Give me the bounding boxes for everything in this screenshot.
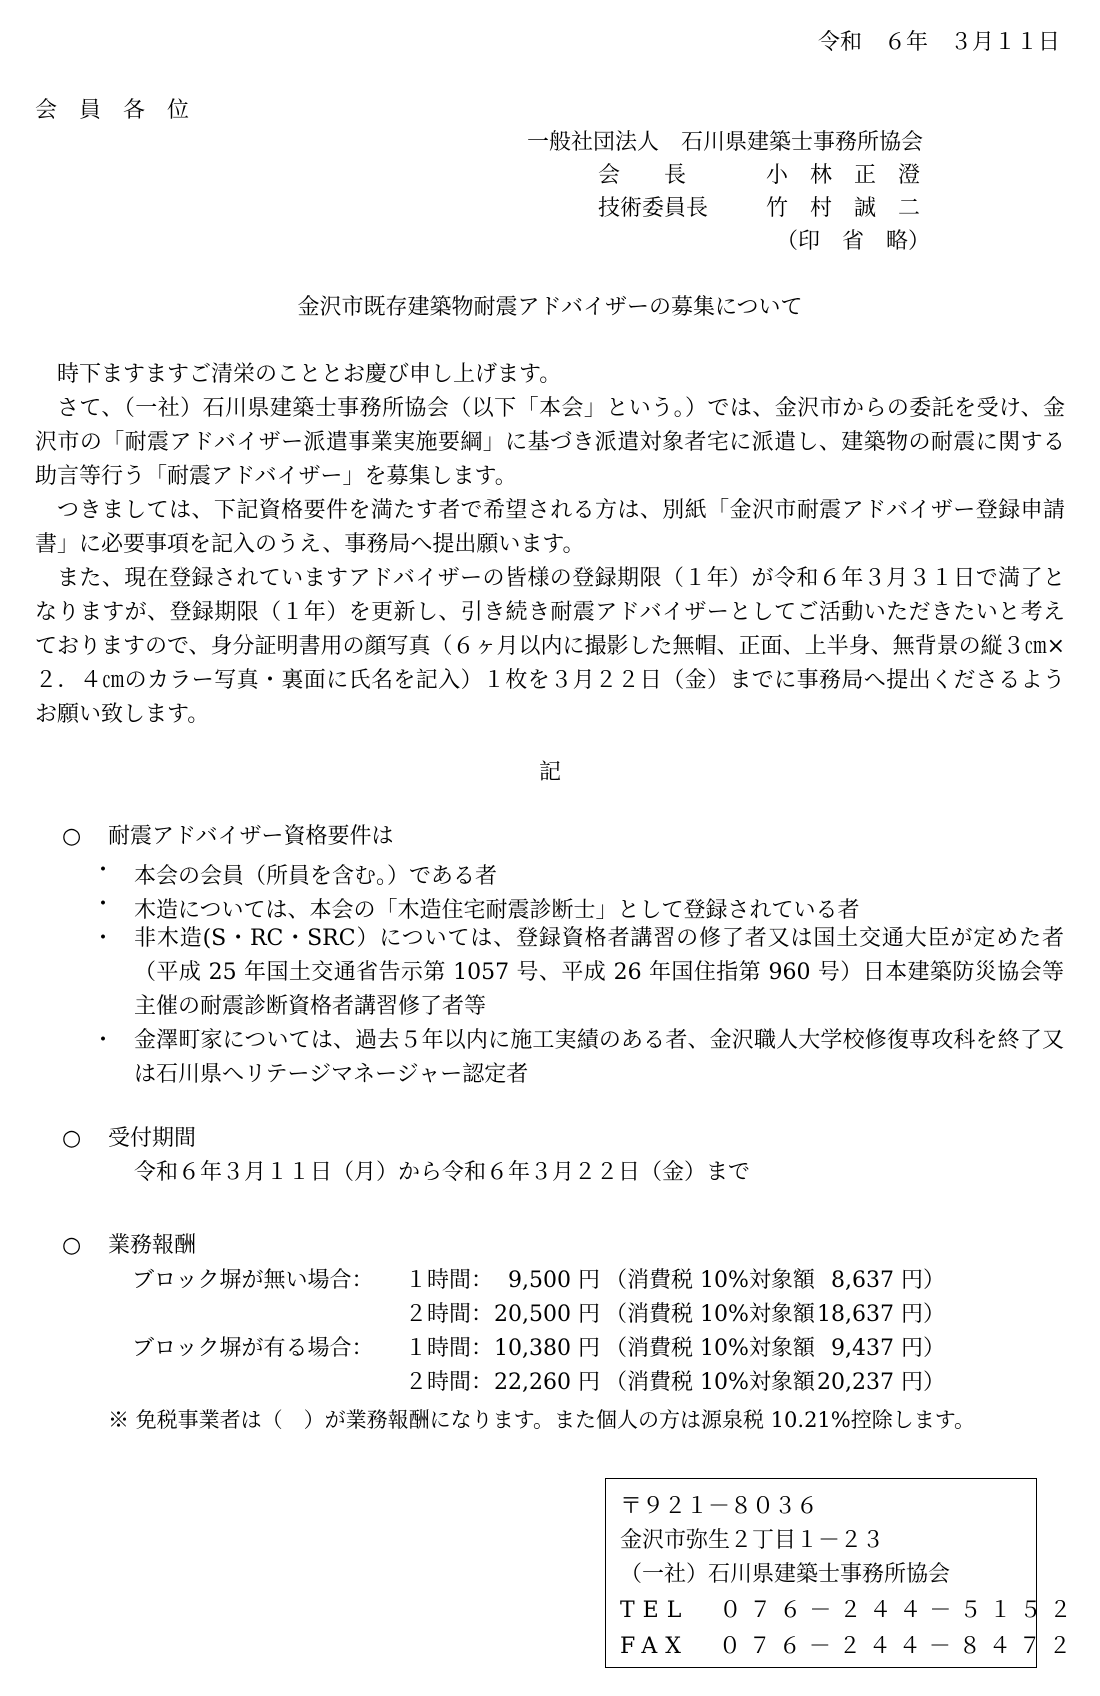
- fee-hours: １時間：: [405, 1336, 494, 1361]
- ki-heading: 記: [538, 760, 561, 785]
- fax-number: FAX ０７６－２４４－８４７２: [620, 1634, 1079, 1659]
- bullet-icon: ・: [92, 926, 115, 951]
- fee-tax-label: （消費税 10%対象額: [605, 1370, 815, 1395]
- fee-heading: 業務報酬: [108, 1233, 197, 1258]
- requirement-item: 金澤町家については、過去５年以内に施工実績のある者、金沢職人大学校修復専攻科を終了又は石川県へリテージマネージャー認定者: [134, 1028, 1064, 1087]
- fee-case: ブロック塀が無い場合：: [132, 1268, 374, 1293]
- telephone-number: TEL ０７６－２４４－５１５２: [620, 1598, 1080, 1623]
- bullet-icon: ・: [92, 1028, 115, 1053]
- renewal-paragraph: また、現在登録されていますアドバイザーの皆様の登録期限（１年）が令和６年３月３１日で満了となりますが、登録期限（１年）を更新し、引き続き耐震アドバイザーとしてご活動いただきたいと考えておりますので、身分証明書用の顔写真（６ヶ月以内に撮影した無帽、正面、上半身、無背景の縦３㎝×２．４㎝のカラー写真・裏面に氏名を記入）１枚を３月２２日（金）までに事務局へ提出くださるようお願い致します。: [35, 566, 1065, 727]
- street-address: 金沢市弥生２丁目１－２３: [620, 1528, 885, 1553]
- period-marker: ○: [62, 1126, 82, 1151]
- fee-case: ブロック塀が有る場合：: [132, 1336, 374, 1361]
- fee-amount: 10,380 円: [494, 1336, 600, 1361]
- requirement-item: 非木造(S・RC・SRC）については、登録資格者講習の修了者又は国土交通大臣が定めた者（平成 25 年国土交通省告示第 1057 号、平成 26 年国住指第 960 号）日本建築防災協会等主催の耐震診断資格者講習修了者等: [134, 926, 1064, 1019]
- contact-organization: （一社）石川県建築士事務所協会: [620, 1562, 951, 1587]
- fee-amount: 22,260 円: [494, 1370, 600, 1395]
- issuer-organization: 一般社団法人 石川県建築士事務所協会: [527, 130, 924, 155]
- fee-amount: 20,500 円: [494, 1302, 600, 1327]
- application-paragraph: つきましては、下記資格要件を満たす者で希望される方は、別紙「金沢市耐震アドバイザー登録申請書」に必要事項を記入のうえ、事務局へ提出願います。: [35, 498, 1065, 557]
- signer2-name: 竹 村 誠 二: [766, 196, 921, 221]
- greeting-paragraph: 時下ますますご清栄のこととお慶び申し上げます。: [57, 362, 562, 387]
- requirement-item: 本会の会員（所員を含む。）である者: [134, 864, 498, 889]
- recipient: 会 員 各 位: [35, 98, 190, 123]
- document-date: 令和 ６年 ３月１１日: [817, 30, 1060, 55]
- fee-tax-amount: 8,637 円）: [831, 1268, 945, 1293]
- requirements-heading: 耐震アドバイザー資格要件は: [108, 824, 394, 849]
- period-text: 令和６年３月１１日（月）から令和６年３月２２日（金）まで: [134, 1160, 751, 1185]
- period-heading: 受付期間: [108, 1126, 197, 1151]
- fee-tax-label: （消費税 10%対象額: [605, 1302, 815, 1327]
- fee-tax-amount: 20,237 円）: [817, 1370, 945, 1395]
- requirement-item: 木造については、本会の「木造住宅耐震診断士」として登録されている者: [134, 898, 860, 923]
- fee-hours: ２時間：: [405, 1370, 494, 1395]
- fee-marker: ○: [62, 1233, 82, 1258]
- fee-tax-label: （消費税 10%対象額: [605, 1336, 815, 1361]
- fee-tax-amount: 9,437 円）: [831, 1336, 945, 1361]
- bullet-icon: ・: [92, 892, 115, 917]
- fee-note: ※ 免税事業者は（ ）が業務報酬になります。また個人の方は源泉税 10.21%控除します。: [108, 1408, 976, 1432]
- intro-paragraph: さて、（一社）石川県建築士事務所協会（以下「本会」という。）では、金沢市からの委託を受け、金沢市の「耐震アドバイザー派遣事業実施要綱」に基づき派遣対象者宅に派遣し、建築物の耐震に関する助言等行う「耐震アドバイザー」を募集します。: [35, 396, 1065, 489]
- contact-address-box: [605, 1478, 1080, 1668]
- signer1-title: 会 長: [598, 163, 687, 188]
- signer2-title: 技術委員長: [598, 196, 709, 221]
- bullet-icon: ・: [92, 858, 115, 883]
- seal-omitted-note: （印 省 略）: [776, 229, 931, 254]
- requirements-marker: ○: [62, 824, 82, 849]
- fee-hours: １時間：: [405, 1268, 494, 1293]
- fee-hours: ２時間：: [405, 1302, 494, 1327]
- fee-amount: 9,500 円: [508, 1268, 600, 1293]
- fee-tax-amount: 18,637 円）: [817, 1302, 945, 1327]
- signer1-name: 小 林 正 澄: [766, 163, 921, 188]
- postal-code: 〒９２１－８０３６: [620, 1494, 819, 1519]
- document-title: 金沢市既存建築物耐震アドバイザーの募集について: [297, 295, 803, 320]
- fee-tax-label: （消費税 10%対象額: [605, 1268, 815, 1293]
